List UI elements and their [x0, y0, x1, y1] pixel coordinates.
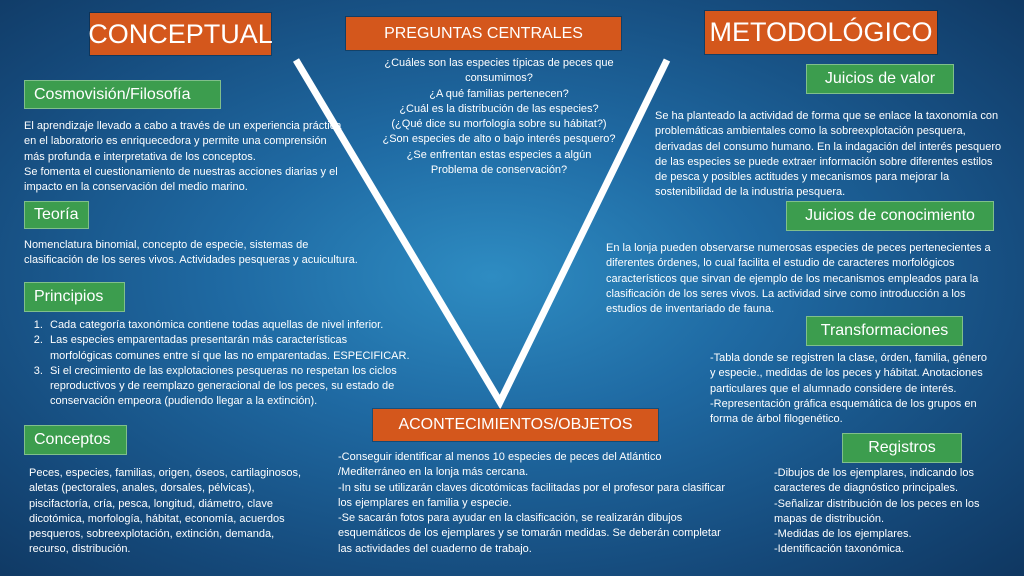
transformaciones-text: -Tabla donde se registren la clase, órden, familia, género y especie., medidas de los peces y hábitat. Anotaciones particulares que el alumnado considere de interés. -Representación gráfica esquemática de los grupos en forma de árbol filogenético.	[710, 352, 987, 426]
principios-list	[24, 318, 436, 410]
cosmovision-text: El aprendizaje llevado a cabo a través de un experiencia práctica en el laboratorio es enriquecedora y permite una comprensión más profunda e interpretativa de los conceptos. Se fomenta el cuestionamiento de nuestras acciones diarias y el impacto en la conservación del medio marino.	[24, 120, 342, 194]
transformaciones-label: Transformaciones	[806, 316, 963, 346]
acontecimientos-text: -Conseguir identificar al menos 10 especies de peces del Atlántico /Mediterráneo en la lonja más cercana. -In situ se utilizarán claves dicotómicas facilitadas por el profesor para clasificar los ejemplares en familia y especie. -Se sacarán fotos para ayudar en la clasificación, se realizarán dibujos esquemáticos de los ejemplares y se tomarán medidas. Se deberán completar las actividades del cuaderno de trabajo.	[338, 451, 725, 555]
juicios-conocimiento-text: En la lonja pueden observarse numerosas especies de peces pertenecientes a diferentes órdenes, lo cual facilita el estudio de caracteres morfológicos característicos que sirvan de ejemplo de los mecanismos empleados para la clasificación de los seres vivos. La actividad sirve como introducción a los estudios de inventariado de fauna.	[606, 242, 991, 316]
acontecimientos-header: ACONTECIMIENTOS/OBJETOS	[373, 409, 658, 441]
registros-label: Registros	[842, 433, 962, 463]
teoria-text: Nomenclatura binomial, concepto de especie, sistemas de clasificación de los seres vivos. Actividades pesqueras y acuicultura.	[24, 239, 358, 267]
principio-item: 1. Cada categoría taxonómica contiene todas aquellas de nivel inferior.	[46, 318, 436, 333]
juicios-valor-text: Se ha planteado la actividad de forma que se enlace la taxonomía con problemáticas ambientales como la sobreexplotación pesquera, derivadas del consumo humano. En la indagación del interés pesquero de las especies se puede extraer información sobre diferentes estilos de pesca y posibles actitudes y mecanismos para mejorar la sostenibilidad de la industria pesquera.	[655, 110, 1002, 199]
teoria-label: Teoría	[24, 201, 89, 229]
principios-label: Principios	[24, 282, 125, 312]
registros-text: -Dibujos de los ejemplares, indicando los caracteres de diagnóstico principales. -Señalizar distribución de los peces en los mapas de distribución. -Medidas de los ejemplares. -Identificación taxonómica.	[774, 467, 980, 556]
preguntas-centrales-header: PREGUNTAS CENTRALES	[346, 17, 621, 50]
conceptos-label: Conceptos	[24, 425, 127, 455]
conceptos-text: Peces, especies, familias, origen, óseos, cartilaginosos, aletas (pectorales, anales, dorsales, pélvicas), piscifactoría, cría, pesca, longitud, diámetro, clave dicotómica, morfología, hábitat, economía, acuerdos pesqueros, sobreexplotación, extinción, demanda, recurso, distribución.	[29, 467, 302, 556]
conceptual-header: CONCEPTUAL	[90, 13, 271, 55]
cosmovision-label: Cosmovisión/Filosofía	[24, 80, 221, 109]
juicios-conocimiento-label: Juicios de conocimiento	[786, 201, 994, 231]
principio-item: 3. Si el crecimiento de las explotaciones pesqueras no respetan los ciclos reproductivos y de reemplazo generacional de los peces, su estado de conservación empeora (pudiendo llegar a la extinción).	[46, 364, 436, 410]
metodologico-header: METODOLÓGICO	[705, 11, 937, 54]
preguntas-centrales-text: ¿Cuáles son las especies típicas de peces que consumimos? ¿A qué familias pertenecen? ¿Cuál es la distribución de las especies? (¿Qué dice su morfología sobre su hábitat?) ¿Son especies de alto o bajo interés pesquero? ¿Se enfrentan estas especies a algún Problema de conservación?	[382, 57, 616, 177]
principio-item: 2. Las especies emparentadas presentarán más características morfológicas comunes entre sí que las no emparentadas. ESPECIFICAR.	[46, 333, 436, 364]
juicios-valor-label: Juicios de valor	[806, 64, 954, 94]
